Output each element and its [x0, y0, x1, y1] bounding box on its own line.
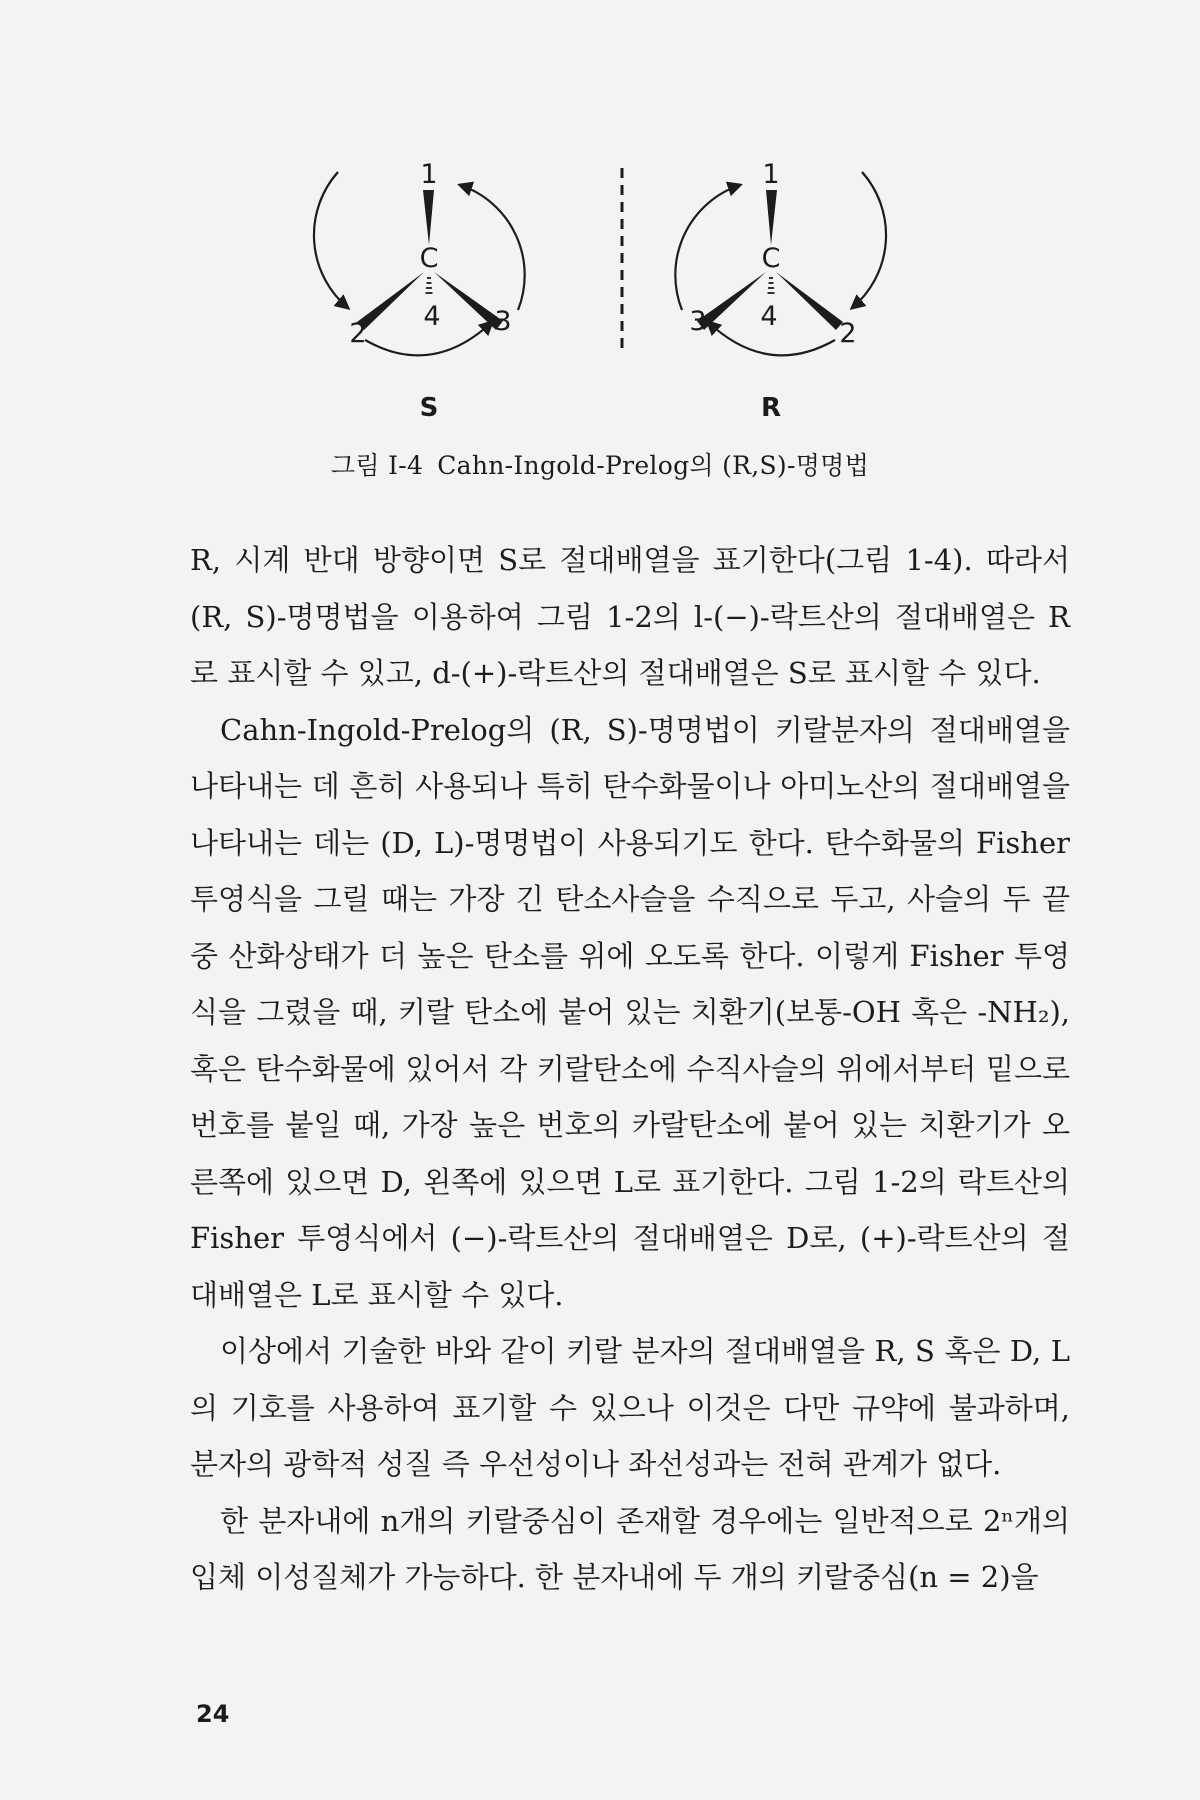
paragraph: 이상에서 기술한 바와 같이 키랄 분자의 절대배열을 R, S 혹은 D, L의 기호를 사용하여 표기할 수 있으나 이것은 다만 규약에 불과하며, 분자의 광학적 성질 즉 우선성이나 좌선성과는 전혀 관계가 없다.: [190, 1334, 1070, 1481]
bond-wedge-2: [357, 272, 424, 330]
configuration-label-s: S: [419, 393, 439, 423]
figure-cip-rs: [0, 0, 1200, 440]
rotation-arrow-3-to-1: [675, 185, 740, 310]
bond-wedge-1: [423, 190, 434, 245]
priority-label-4: 4: [760, 301, 778, 332]
priority-label-3: 3: [689, 306, 707, 337]
page-number: 24: [196, 1700, 230, 1728]
newman-projection-diagram: [0, 0, 1200, 440]
s-configuration-projection: [314, 159, 525, 423]
figure-caption: [0, 446, 1200, 482]
priority-label-2: 2: [349, 318, 367, 349]
priority-label-2: 2: [839, 318, 857, 349]
chiral-carbon-label: C: [419, 243, 439, 274]
priority-label-4: 4: [423, 301, 441, 332]
paragraph: R, 시계 반대 방향이면 S로 절대배열을 표기한다(그림 1-4). 따라서 (R, S)-명명법을 이용하여 그림 1-2의 l-(−)-락트산의 절대배열은 R로 표시할 수 있고, d-(+)-락트산의 절대배열은 S로 표시할 수 있다.: [190, 543, 1070, 690]
chiral-carbon-label: C: [761, 243, 781, 274]
figure-number: 그림 I-4: [330, 451, 424, 480]
rotation-arrow-3-to-1: [460, 185, 525, 310]
figure-title: Cahn-Ingold-Prelog의 (R,S)-명명법: [437, 451, 870, 480]
bond-wedge-3: [434, 272, 503, 330]
bond-hash-4: [426, 278, 433, 293]
bond-wedge-3: [697, 272, 766, 330]
paragraph: 한 분자내에 n개의 키랄중심이 존재할 경우에는 일반적으로 2ⁿ개의 입체 이성질체가 가능하다. 한 분자내에 두 개의 키랄중심(n = 2)을: [190, 1503, 1070, 1594]
bond-hash-4: [768, 278, 775, 293]
r-configuration-projection: [675, 159, 886, 423]
priority-label-1: 1: [762, 159, 780, 190]
bond-wedge-1: [766, 190, 777, 245]
priority-label-1: 1: [420, 159, 438, 190]
body-text: [190, 532, 1070, 1606]
rotation-arrow-1-to-2: [314, 172, 348, 308]
bond-wedge-2: [776, 272, 843, 330]
paragraph: Cahn-Ingold-Prelog의 (R, S)-명명법이 키랄분자의 절대배열을 나타내는 데 흔히 사용되나 특히 탄수화물이나 아미노산의 절대배열을 나타내는 데는 (D, L)-명명법이 사용되기도 한다. 탄수화물의 Fisher 투영식을 그릴 때는 가장 긴 탄소사슬을 수직으로 두고, 사슬의 두 끝 중 산화상태가 더 높은 탄소를 위에 오도록 한다. 이렇게 Fisher 투영식을 그렸을 때, 키랄 탄소에 붙어 있는 치환기(보통-OH 혹은 -NH₂), 혹은 탄수화물에 있어서 각 키랄탄소에 수직사슬의 위에서부터 밑으로 번호를 붙일 때, 가장 높은 번호의 카랄탄소에 붙어 있는 치환기가 오른쪽에 있으면 D, 왼쪽에 있으면 L로 표기한다. 그림 1-2의 락트산의 Fisher 투영식에서 (−)-락트산의 절대배열은 D로, (+)-락트산의 절대배열은 L로 표시할 수 있다.: [190, 712, 1070, 1312]
rotation-arrow-1-to-2: [852, 172, 886, 308]
priority-label-3: 3: [494, 306, 512, 337]
configuration-label-r: R: [760, 393, 782, 423]
